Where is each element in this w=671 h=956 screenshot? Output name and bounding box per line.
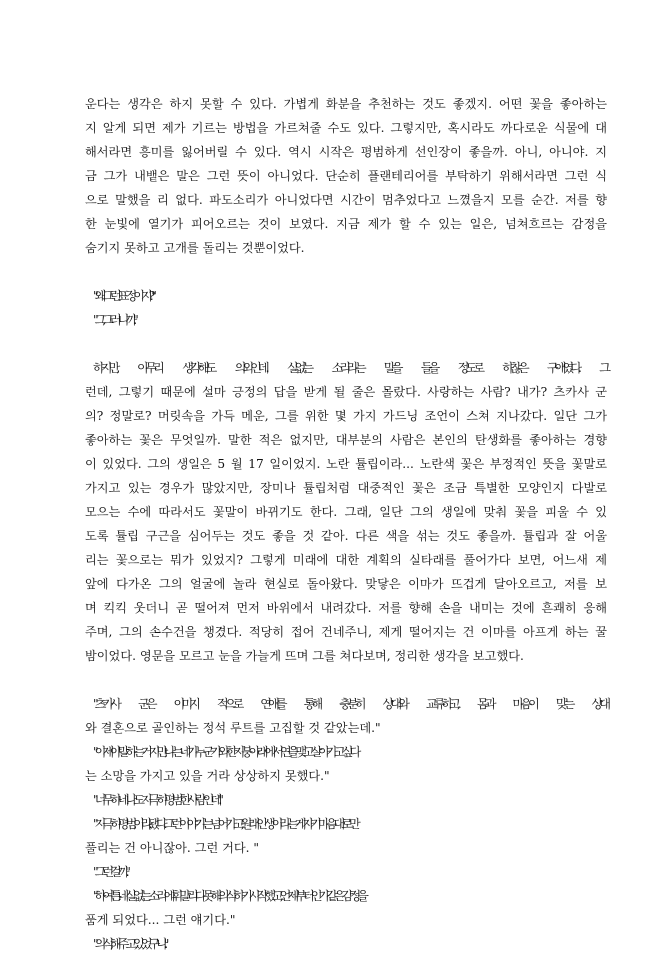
text-line: 금 그가 내뱉은 말은 그런 뜻이 아니었다. 단순히 플랜테리어를 부탁하기 위해서라면 그런 식 xyxy=(85,169,607,183)
text-line: 밤이었다. 영문을 모르고 눈을 가늘게 뜨며 그를 쳐다보며, 정리한 생각을 보고했다. xyxy=(85,649,524,663)
spacer xyxy=(85,668,607,692)
dialogue-line: "그, 그러니까." xyxy=(93,313,135,327)
text-line: 해서라면 흥미를 잃어버릴 수 있다. 역시 시작은 평범하게 선인장이 좋을까. 아니, 아니야. 지 xyxy=(85,145,607,159)
text-line: 한 눈빛에 열기가 피어오르는 것이 보였다. 지금 제가 할 수 있는 일은, 넘쳐흐르는 감정을 xyxy=(85,217,607,231)
dialogue-line: "하여튼... 네 실없는 소리에 휘말리다 못해 의식하기 시작했고, 언제부터인가 같은 감정을 xyxy=(93,889,365,903)
dialogue-line: 풀리는 건 아니잖아. 그런 거다. " xyxy=(85,841,260,855)
text-line: 주며, 그의 손수건을 챙겼다. 적당히 접어 건네주니, 제게 떨어지는 건 이마를 아프게 하는 꿀 xyxy=(85,625,607,639)
dialogue-block-1 xyxy=(85,284,607,332)
text-line: 도록 튤립 구근을 심어두는 것도 좋을 것 같아. 다른 색을 섞는 것도 좋을까. 튤립과 잘 어울 xyxy=(85,529,607,543)
dialogue-line: "이제야 말하는 거지만, 나는 네가 누군가와 한 지붕 아래에서 연을 맺고 살아가고 싶다 xyxy=(93,745,358,759)
text-line: 며 킥킥 웃더니 곧 떨어져 먼저 바위에서 내려갔다. 저를 향해 손을 내미는 것에 흔쾌히 응해 xyxy=(85,601,607,615)
dialogue-line: 는 소망을 가지고 있을 거라 상상하지 못했다." xyxy=(85,769,330,783)
dialogue-line: "지극히 평범, 이라... 됐다. 그런 이야기는 넘어가고, 원래 인생이라는 게 자기 마음대로만 xyxy=(93,817,357,831)
text-line: 가지고 있는 경우가 많았지만, 장미나 튤립처럼 대중적인 꽃은 조금 특별한 모양인지 다발로 xyxy=(85,481,607,495)
spacer xyxy=(85,332,607,356)
text-line: 지 알게 되면 제가 기르는 방법을 가르쳐줄 수도 있다. 그렇지만, 혹시라도 까다로운 식물에 대 xyxy=(85,121,607,135)
dialogue-line: "너무하네. 나도 지극히 평범한 사람인데." xyxy=(93,793,220,807)
text-line: 좋아하는 꽃은 무엇일까. 말한 적은 없지만, 대부분의 사람은 본인의 탄생화를 좋아하는 경향 xyxy=(85,433,607,447)
document-page xyxy=(85,92,607,956)
text-line: 하지만, 아무리 생각해도 의외인데. 실없는 소리라는 말을 들을 정도로 하찮은 구애였다. 그 xyxy=(93,361,607,375)
text-line: 런데, 그렇기 때문에 설마 긍정의 답을 받게 될 줄은 몰랐다. 사랑하는 사람? 내가? 츠카사 군 xyxy=(85,385,607,399)
spacer xyxy=(85,260,607,284)
dialogue-line: "츠카사 군은 이미지 적으로 연애를 통해 충분히 상대와 교류하고, 몸과 마음이 맞는 상대 xyxy=(93,697,607,711)
dialogue-line: "왜 그런 표정이지?" xyxy=(93,289,153,303)
text-line: 앞에 다가온 그의 얼굴에 놀라 현실로 돌아왔다. 맞닿은 이마가 뜨겁게 달아오르고, 저를 보 xyxy=(85,577,607,591)
paragraph-1 xyxy=(85,92,607,260)
dialogue-line: "의식, 해주고 있었구나..." xyxy=(93,937,166,951)
dialogue-line: 와 결혼으로 골인하는 정석 루트를 고집할 것 같았는데." xyxy=(85,721,381,735)
dialogue-line: "그런 걸까..." xyxy=(93,865,127,879)
text-line: 운다는 생각은 하지 못할 수 있다. 가볍게 화분을 추천하는 것도 좋겠지. 어떤 꽃을 좋아하는 xyxy=(85,97,607,111)
paragraph-2 xyxy=(85,356,607,668)
text-line: 이 있었다. 그의 생일은 5 월 17 일이었지. 노란 튤립이라... 노란색 꽃은 부정적인 뜻을 꽃말로 xyxy=(85,457,607,471)
text-line: 의? 정말로? 머릿속을 가득 메운, 그를 위한 몇 가지 가드닝 조언이 스쳐 지나갔다. 일단 그가 xyxy=(85,409,607,423)
dialogue-block-2 xyxy=(85,692,607,956)
text-line: 모으는 수에 따라서도 꽃말이 바뀌기도 한다. 그래, 일단 그의 생일에 맞춰 꽃을 피울 수 있 xyxy=(85,505,607,519)
text-line: 으로 말했을 리 없다. 파도소리가 아니었다면 시간이 멈추었다고 느꼈을지 모를 순간. 저를 향 xyxy=(85,193,607,207)
dialogue-line: 품게 되었다... 그런 얘기다." xyxy=(85,913,236,927)
text-line: 숨기지 못하고 고개를 돌리는 것뿐이었다. xyxy=(85,241,305,255)
text-line: 리는 꽃으로는 뭐가 있었지? 그렇게 미래에 대한 계획의 실타래를 풀어가다 보면, 어느새 제 xyxy=(85,553,607,567)
